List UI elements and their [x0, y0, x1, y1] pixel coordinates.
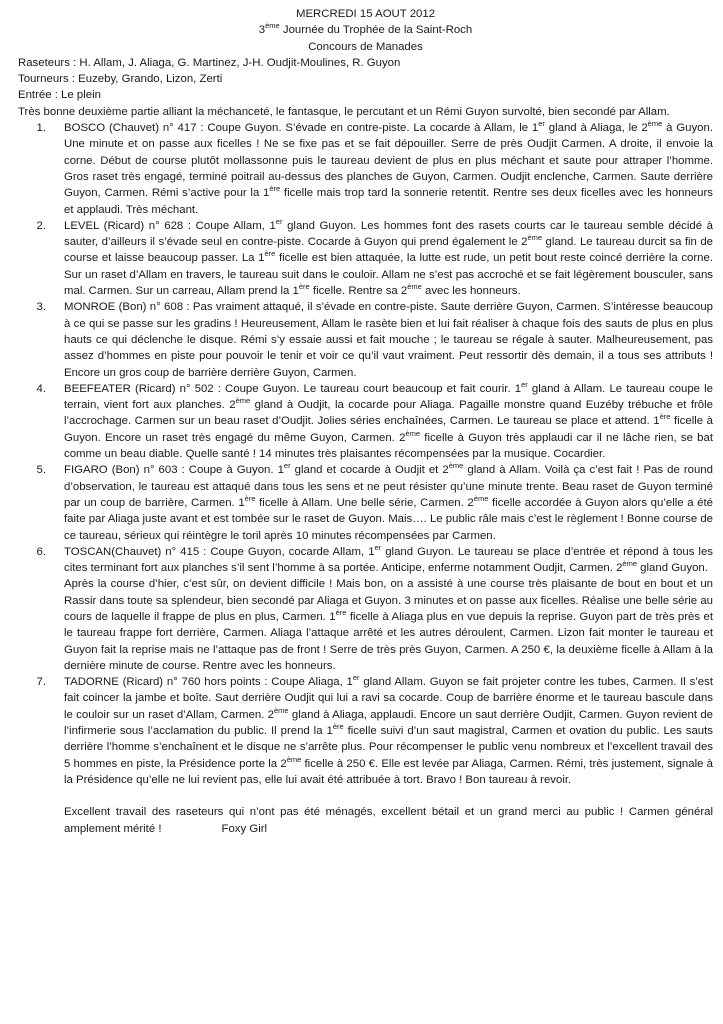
ordinal-suffix: er	[283, 461, 291, 471]
report-text: gland. Le taureau durcit sa fin de course et laisse beaucoup passer. La 1	[64, 236, 713, 265]
report-text: ficelle à 250 €. Elle est levée par Aliaga, Carmen. Rémi, très justement, signale à la Présidence qu’elle ne lui revient pas, elle lui avait été attribuée à tort. Bravo ! Bon taureau à revoir.	[64, 757, 713, 786]
report-text: FIGARO (Bon) n° 603 : Coupe à Guyon. 1	[64, 464, 284, 477]
ordinal-suffix: ème	[274, 705, 289, 715]
report-text: TOSCAN(Chauvet) n° 415 : Coupe Guyon, cocarde Allam, 1	[64, 545, 375, 558]
report-text: BOSCO (Chauvet) n° 417 : Coupe Guyon. S’évade en contre-piste. La cocarde à Allam, le 1	[64, 122, 539, 135]
report-text: gland à Aliaga, applaudi. Encore un saut derrière Oudjit, Carmen. Guyon revient de l’infirmerie sous l’acclamation du public. Il prend la 1	[64, 708, 713, 738]
report-paragraph	[64, 120, 713, 218]
report-item	[18, 381, 713, 462]
report-paragraph	[64, 674, 713, 788]
ordinal-suffix: ème	[647, 119, 663, 129]
report-paragraph	[64, 576, 713, 674]
report-body	[64, 218, 713, 299]
report-text: ficelle. Rentre sa 2	[309, 285, 408, 298]
report-paragraph	[64, 381, 713, 462]
report-body	[64, 120, 713, 218]
ordinal-suffix: ème	[527, 233, 543, 243]
report-item	[18, 218, 713, 299]
report-text: BEEFEATER (Ricard) n° 502 : Coupe Guyon. Le taureau court beaucoup et fait courir. 1	[64, 382, 522, 395]
ordinal-suffix: ère	[659, 412, 671, 422]
document-header	[18, 6, 713, 55]
report-text: gland Guyon. Le taureau se place d’entrée et répond à tous les cites terminant fort aux planches s’il sent l’homme à sa portée. Anticipe, enferme notamment Oudjit, Carmen. 2	[64, 545, 713, 575]
report-paragraph	[64, 299, 713, 380]
report-number: 6.	[36, 545, 46, 558]
ordinal-suffix: er	[521, 380, 528, 390]
closing-paragraph	[18, 804, 713, 837]
ordinal-suffix: ère	[335, 608, 347, 618]
report-text: TADORNE (Ricard) n° 760 hors points : Coupe Aliaga, 1	[64, 676, 353, 689]
ordinal-suffix: ère	[244, 494, 256, 504]
report-text: gland Allam. Guyon se fait projeter contre les tubes, Carmen. Il s’est fait coincer la jambe et boîte. Saut derrière Oudjit qui lui a ravi sa cocarde. Coup de barrière énorme et le taureau bascule dans le couloir sur un raset d’Allam, Carmen. 2	[64, 676, 713, 721]
report-number: 2.	[36, 219, 46, 232]
report-text: Après la course d’hier, c’est sûr, on devient difficile ! Mais bon, on a assisté à une course très plaisante de bout en bout et un Rassir dans toute sa splendeur, bien secondé par Aliaga et Guyon. 3 minutes et on passe aux ficelles. Réalise une belle série au cours de laquelle il frappe de plus en plus, Carmen. 1	[64, 578, 713, 623]
journee-title-text: Journée du Trophée de la Saint-Roch	[279, 24, 473, 37]
report-number: 7.	[36, 676, 46, 689]
report-text: ficelle à Guyon. Encore un raset très engagé du même Guyon, Carmen. 2	[64, 415, 713, 444]
closing-text: Excellent travail des raseteurs qui n’ont pas été ménagés, excellent bétail et un grand merci au public ! Carmen général amplement mérité !	[64, 806, 713, 835]
report-paragraph	[64, 544, 713, 577]
report-body	[64, 381, 713, 462]
report-number: 3.	[36, 301, 46, 314]
event-date: MERCREDI 15 AOUT 2012	[295, 8, 436, 20]
ordinal-suffix: ère	[269, 184, 281, 194]
journee-ordinal-suffix: ème	[265, 21, 280, 31]
report-number: 4.	[36, 382, 46, 395]
report-text: gland à Oudjit, la cocarde pour Aliaga. Pagaille monstre quand Euzéby trébuche et frôle l’accrochage. Carmen sur un beau raset d’Oudjit. Jolies séries enchaînées, Carmen. Le taureau se place et attend. 1	[64, 399, 713, 428]
report-number: 1.	[36, 122, 46, 135]
ordinal-suffix: er	[275, 217, 283, 227]
ordinal-suffix: ère	[332, 722, 344, 732]
entree-line: Entrée : Le plein	[18, 89, 101, 102]
report-item	[18, 674, 713, 788]
tourneurs-line: Tourneurs : Euzeby, Grando, Lizon, Zerti	[18, 73, 223, 86]
ordinal-suffix: er	[538, 119, 545, 129]
bull-reports-list	[18, 120, 713, 788]
report-item	[18, 544, 713, 674]
report-text: gland Guyon. Les hommes font des rasets courts car le taureau semble décidé à sauter, d’ailleurs il s’évade seul en contre-piste. Cocarde à Guyon qui prend également le 2	[64, 219, 713, 249]
report-text: gland à Allam. Le taureau coupe le terrain, vient fort aux planches. 2	[64, 382, 713, 412]
report-item	[18, 299, 713, 380]
report-item	[18, 462, 713, 543]
ordinal-suffix: er	[374, 543, 382, 552]
report-text: ficelle est bien attaquée, la lutte est rude, un petit bout reste coincé derrière la corne. Sur un raset d’Allam en travers, le taureau suit dans le couloir. Allam ne s’est pas accroché et se fait légèrement bousculer, sans mal. Carmen. Sur un carreau, Allam prend la 1	[64, 252, 714, 298]
author-signature: Foxy Girl	[221, 822, 268, 835]
report-text: LEVEL (Ricard) n° 628 : Coupe Allam, 1	[64, 219, 276, 232]
ordinal-suffix: ème	[286, 754, 302, 764]
ordinal-suffix: ème	[235, 396, 251, 406]
event-details	[18, 55, 713, 104]
report-text: ficelle mais trop tard la sonnerie retentit. Rentre ses deux ficelles avec les honneurs et applaudi. Très méchant.	[64, 187, 713, 216]
report-body	[64, 462, 713, 543]
raseteurs-line: Raseteurs : H. Allam, J. Aliaga, G. Martinez, J-H. Oudjit-Moulines, R. Guyon	[18, 56, 401, 69]
journee-title	[18, 22, 713, 38]
ordinal-suffix: ème	[407, 282, 422, 292]
journee-number: 3	[258, 24, 266, 37]
report-text: ficelle suivi d’un saut magistral, Carmen et ovation du public. Les sauts derrière l’homme s’enchaînent et le disque ne s’arrête plus. Pour récompenser le public venu nombreux et l’excellent travail des 5 hommes en piste, la Présidence porte la 2	[64, 725, 713, 770]
concours-title: Concours de Manades	[308, 40, 423, 53]
report-body	[64, 299, 713, 380]
report-text: ficelle accordée à Guyon alors qu’elle a été faite par Aliaga juste avant et est tombée sur le raset de Guyon. Mais…. Le public râle mais c’est le règlement ! Bonne course de ce taureau, sérieux qui réintègre le toril après 10 minutes récompensées par Carmen.	[64, 496, 714, 542]
ordinal-suffix: ème	[448, 461, 464, 471]
report-text: à Guyon. Une minute et on passe aux ficelles ! Ne se fixe pas et se fait dépouiller. Serre de près Oudjit Carmen. A droite, il envoie la corne. Début de course plutôt mollassonne puis le taureau devient de plus en plus méchant et saute pour attraper l’homme. Gros raset très engagé, terminé poitrail au-dessus des planches de Guyon, Carmen. Oudjit enclenche, Carmen. Saute derrière Guyon, Carmen. Rémi s’active pour la 1	[64, 122, 713, 200]
report-body	[64, 674, 713, 788]
ordinal-suffix: ème	[473, 494, 489, 504]
report-text: ficelle à Aliaga plus en vue depuis la reprise. Guyon part de très près et le taureau frappe fort derrière, Carmen. Aliaga l’attaque arrêté et les autres déroulent, Carmen. Lizon fait monter le taureau et Guyon fait la reprise mais ne l’attaque pas de front ! Serre de très près Guyon, Carmen. A 250 €, la deuxième ficelle à Allam à la dernière minute de course. Rentre avec les honneurs.	[64, 610, 714, 672]
report-text: gland et cocarde à Oudjit et 2	[290, 464, 449, 477]
report-text: ficelle à Allam. Une belle série, Carmen. 2	[255, 496, 474, 509]
report-item	[18, 120, 713, 218]
report-text: gland à Aliaga, le 2	[544, 122, 648, 135]
report-paragraph	[64, 218, 713, 299]
ordinal-suffix: er	[352, 673, 360, 683]
intro-paragraph: Très bonne deuxième partie alliant la méchanceté, le fantasque, le percutant et un Rémi Guyon survolté, bien secondé par Allam.	[18, 105, 670, 118]
report-number: 5.	[36, 464, 46, 477]
ordinal-suffix: ème	[622, 559, 637, 569]
ordinal-suffix: ème	[405, 428, 421, 438]
ordinal-suffix: ère	[264, 249, 276, 259]
ordinal-suffix: ère	[298, 282, 310, 292]
report-text: MONROE (Bon) n° 608 : Pas vraiment attaqué, il s’évade en contre-piste. Saute derrière Guyon, Carmen. S’intéresse beaucoup à ce qui se passe sur les gradins ! Heureusement, Allam le rasète bien et lui fait réaliser à chaque fois des sauts de plus en plus hauts ce qui déclenche le disque. Rémi s’y essaie aussi et fait mouche ; le taureau se régale à sauter. Malheureusement, pas assez d’hommes en piste pour pouvoir le tenir et voir ce qu’il vaut vraiment. Peut ressortir dès demain, il a tous ses attributs ! Encore un gros coup de barrière derrière Guyon, Carmen.	[64, 301, 713, 379]
report-text: avec les honneurs.	[421, 285, 521, 298]
report-text: gland Guyon.	[637, 562, 708, 575]
report-paragraph	[64, 462, 713, 543]
report-body	[64, 544, 713, 674]
report-text: ficelle à Guyon très applaudi car il ne lâche rien, se bat comme un beau diable. Quelle santé ! 14 minutes très plaisantes récompensées par la musique. Cocardier.	[64, 431, 713, 461]
report-text: gland à Allam. Voilà ça c’est fait ! Pas de round d’observation, le taureau est attaqué dans tous les sens et ne peut résister qu’une minute trente. Beau raset de Guyon terminé par un coup de barrière, Carmen. 1	[64, 464, 713, 509]
